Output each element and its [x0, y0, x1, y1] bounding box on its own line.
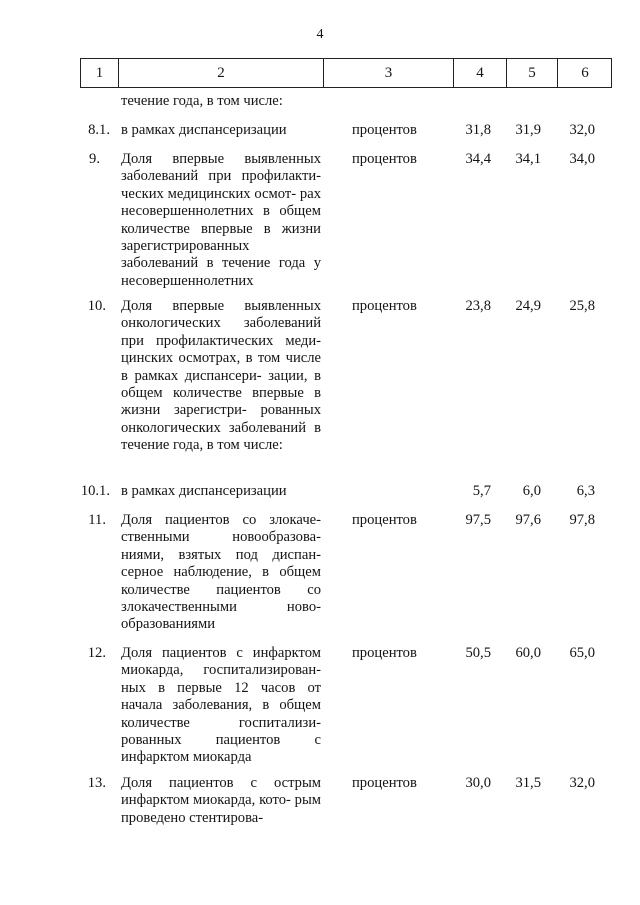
table-header: [80, 58, 612, 88]
row-description: в рамках диспансеризации: [121, 483, 287, 499]
row-value-col4: 31,8: [465, 122, 491, 138]
row-value-col5: 6,0: [522, 483, 541, 499]
row-unit: процентов: [352, 298, 417, 314]
row-number: 12.: [87, 645, 106, 661]
row-value-col6: 6,3: [576, 483, 595, 499]
row-description: Доля впервые выявленных онкологических заболеваний при профилактических меди- цинских осмотрах, в том числе в рамках диспансери- зации, в общем количестве впервые в жизни зарегистри- рованных онкологических заболеваний в течение года, в том числе:: [121, 298, 321, 454]
row-description: Доля пациентов с инфарктом миокарда, госпитализирован- ных в первые 12 часов от начала заболевания, в общем количестве госпитализи- рованных пациентов с инфарктом миокарда: [121, 645, 321, 766]
row-value-col4: 30,0: [465, 775, 491, 791]
row-description: Доля впервые выявленных заболеваний при профилакти- ческих медицинских осмот- рах несовершеннолетних в общем количестве впервые в жизни зарегистрированных заболеваний в течение года у несовершеннолетних: [121, 151, 321, 289]
row-unit: процентов: [352, 512, 417, 528]
row-description: Доля пациентов со злокаче- ственными новообразова- ниями, взятых под диспан- серное наблюдение, в общем количестве пациентов со злокачественными ново- образованиями: [121, 512, 321, 633]
row-value-col4: 23,8: [465, 298, 491, 314]
header-col-3: 3: [323, 59, 453, 87]
row-number: 10.: [87, 298, 106, 314]
row-number: 11.: [88, 512, 106, 528]
row-value-col4: 50,5: [465, 645, 491, 661]
row-number: 9.: [89, 151, 100, 167]
row-value-col5: 31,5: [515, 775, 541, 791]
header-col-4: 4: [453, 59, 506, 87]
row-value-col6: 32,0: [569, 122, 595, 138]
row-description: Доля пациентов с острым инфарктом миокарда, кото- рым проведено стентирова-: [121, 775, 321, 826]
row-number: 10.1.: [80, 483, 110, 499]
row-description: в рамках диспансеризации: [121, 122, 287, 138]
row-value-col4: 34,4: [465, 151, 491, 167]
row-number: 8.1.: [88, 122, 110, 138]
row-description: течение года, в том числе:: [121, 93, 283, 109]
row-number: 13.: [87, 775, 106, 791]
row-unit: процентов: [352, 775, 417, 791]
row-value-col6: 34,0: [569, 151, 595, 167]
page-number: 4: [316, 27, 324, 42]
row-unit: процентов: [352, 122, 417, 138]
row-value-col5: 60,0: [515, 645, 541, 661]
row-value-col5: 24,9: [515, 298, 541, 314]
row-value-col6: 97,8: [569, 512, 595, 528]
row-value-col5: 31,9: [515, 122, 541, 138]
header-col-5: 5: [506, 59, 557, 87]
row-unit: процентов: [352, 645, 417, 661]
row-value-col5: 34,1: [515, 151, 541, 167]
header-col-2: 2: [118, 59, 323, 87]
row-value-col4: 97,5: [465, 512, 491, 528]
row-value-col4: 5,7: [472, 483, 491, 499]
row-value-col6: 65,0: [569, 645, 595, 661]
row-value-col6: 25,8: [569, 298, 595, 314]
header-col-6: 6: [557, 59, 612, 87]
row-value-col6: 32,0: [569, 775, 595, 791]
header-col-1: 1: [80, 59, 118, 87]
row-unit: процентов: [352, 151, 417, 167]
row-value-col5: 97,6: [515, 512, 541, 528]
